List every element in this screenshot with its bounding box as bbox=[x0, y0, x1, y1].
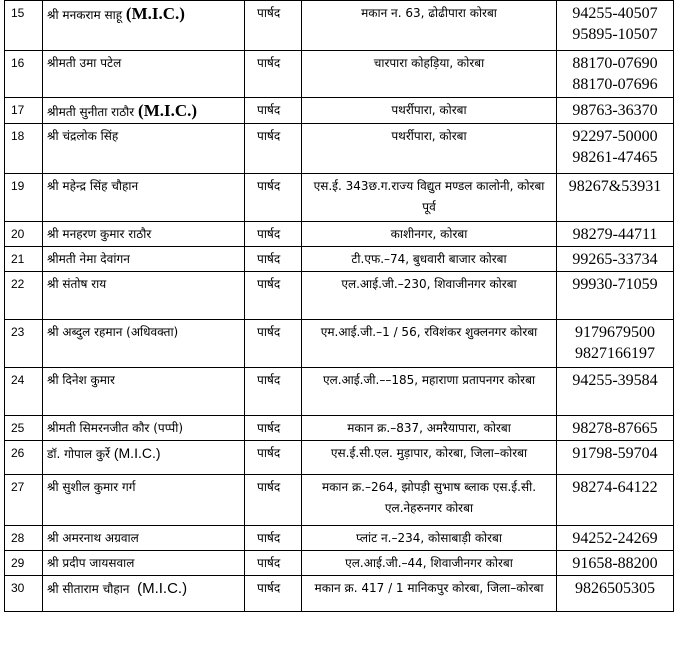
serial-number: 23 bbox=[5, 320, 43, 368]
address: एल.आई.जी.–44, शिवाजीनगर कोरबा bbox=[302, 551, 557, 576]
designation: पार्षद bbox=[245, 272, 302, 320]
table-row bbox=[5, 320, 674, 368]
phone-cell bbox=[557, 526, 674, 551]
councillor-name-cell bbox=[43, 222, 245, 247]
serial-number: 18 bbox=[5, 124, 43, 174]
serial-number: 20 bbox=[5, 222, 43, 247]
address: मकान क्र.–264, झोपड़ी सुभाष ब्लाक एस.ई.सी. एल.नेहरुनगर कोरबा bbox=[302, 475, 557, 526]
designation: पार्षद bbox=[245, 247, 302, 272]
phone-cell bbox=[557, 1, 674, 51]
address: पथर्रीपारा, कोरबा bbox=[302, 98, 557, 124]
councillor-name-cell bbox=[43, 174, 245, 222]
serial-number: 21 bbox=[5, 247, 43, 272]
phone-cell bbox=[557, 320, 674, 368]
mic-badge: (M.I.C.) bbox=[138, 101, 198, 120]
phone-number: 9827166197 bbox=[575, 345, 655, 362]
councillor-name: डॉ. गोपाल कुर्रे bbox=[47, 447, 111, 461]
phone-cell bbox=[557, 416, 674, 441]
address: प्लांट न.–234, कोसाबाड़ी कोरबा bbox=[302, 526, 557, 551]
table-row bbox=[5, 475, 674, 526]
councillor-name: श्रीमती नेमा देवांगन bbox=[47, 252, 130, 266]
designation: पार्षद bbox=[245, 441, 302, 475]
councillor-name-cell bbox=[43, 247, 245, 272]
phone-cell bbox=[557, 576, 674, 612]
councillor-table-body bbox=[5, 1, 674, 612]
phone-number: 99265-33734 bbox=[572, 251, 658, 268]
table-row bbox=[5, 222, 674, 247]
phone-number: 94252-24269 bbox=[572, 530, 658, 547]
phone-number: 91658-88200 bbox=[572, 555, 658, 572]
table-row bbox=[5, 551, 674, 576]
councillor-name-cell bbox=[43, 576, 245, 612]
mic-badge: (M.I.C.) bbox=[113, 445, 161, 461]
address: काशीनगर, कोरबा bbox=[302, 222, 557, 247]
phone-number: 94255-40507 bbox=[572, 5, 658, 22]
councillor-name: श्री अब्दुल रहमान (अधिवक्ता) bbox=[47, 325, 179, 339]
serial-number: 15 bbox=[5, 1, 43, 51]
address: एल.आई.जी.––185, महाराणा प्रतापनगर कोरबा bbox=[302, 368, 557, 416]
councillor-name: श्री मनहरण कुमार राठौर bbox=[47, 227, 152, 241]
mic-badge: (M.I.C.) bbox=[125, 4, 185, 23]
designation: पार्षद bbox=[245, 174, 302, 222]
councillor-name: श्री चंद्रलोक सिंह bbox=[47, 129, 119, 143]
serial-number: 25 bbox=[5, 416, 43, 441]
councillor-name: श्री प्रदीप जायसवाल bbox=[47, 556, 135, 570]
phone-cell bbox=[557, 51, 674, 98]
designation: पार्षद bbox=[245, 368, 302, 416]
phone-cell bbox=[557, 551, 674, 576]
councillor-name-cell bbox=[43, 272, 245, 320]
councillor-name-cell bbox=[43, 441, 245, 475]
table-row bbox=[5, 368, 674, 416]
phone-cell bbox=[557, 475, 674, 526]
phone-number: 91798-59704 bbox=[572, 445, 658, 462]
councillor-name-cell bbox=[43, 98, 245, 124]
serial-number: 17 bbox=[5, 98, 43, 124]
table-row bbox=[5, 1, 674, 51]
councillor-name-cell bbox=[43, 51, 245, 98]
address: चारपारा कोहड़िया, कोरबा bbox=[302, 51, 557, 98]
serial-number: 26 bbox=[5, 441, 43, 475]
table-row bbox=[5, 272, 674, 320]
phone-number: 88170-07696 bbox=[572, 76, 658, 93]
councillor-name-cell bbox=[43, 124, 245, 174]
serial-number: 28 bbox=[5, 526, 43, 551]
phone-number: 9826505305 bbox=[575, 580, 655, 597]
designation: पार्षद bbox=[245, 51, 302, 98]
phone-cell bbox=[557, 124, 674, 174]
designation: पार्षद bbox=[245, 222, 302, 247]
table-row bbox=[5, 174, 674, 222]
councillor-name-cell bbox=[43, 526, 245, 551]
designation: पार्षद bbox=[245, 551, 302, 576]
councillor-name-cell bbox=[43, 416, 245, 441]
designation: पार्षद bbox=[245, 98, 302, 124]
address: एल.आई.जी.–230, शिवाजीनगर कोरबा bbox=[302, 272, 557, 320]
phone-cell bbox=[557, 368, 674, 416]
designation: पार्षद bbox=[245, 1, 302, 51]
designation: पार्षद bbox=[245, 320, 302, 368]
councillor-name: श्री दिनेश कुमार bbox=[47, 373, 115, 387]
phone-cell bbox=[557, 272, 674, 320]
phone-cell bbox=[557, 174, 674, 222]
designation: पार्षद bbox=[245, 576, 302, 612]
councillor-name: श्री अमरनाथ अग्रवाल bbox=[47, 531, 139, 545]
address: पथर्रीपारा, कोरबा bbox=[302, 124, 557, 174]
councillor-name: श्री संतोष राय bbox=[47, 277, 107, 291]
table-row bbox=[5, 416, 674, 441]
phone-cell bbox=[557, 247, 674, 272]
table-row bbox=[5, 124, 674, 174]
table-row bbox=[5, 576, 674, 612]
designation: पार्षद bbox=[245, 526, 302, 551]
address: एस.ई. 343छ.ग.राज्य विद्युत मण्डल कालोनी, कोरबा पूर्व bbox=[302, 174, 557, 222]
councillor-name: श्रीमती सुनीता राठौर bbox=[47, 105, 135, 119]
address: एस.ई.सी.एल. मुड़ापार, कोरबा, जिला–कोरबा bbox=[302, 441, 557, 475]
phone-cell bbox=[557, 222, 674, 247]
councillor-name: श्री सीताराम चौहान bbox=[47, 582, 130, 596]
councillor-table bbox=[4, 0, 674, 612]
councillor-name-cell bbox=[43, 1, 245, 51]
phone-cell bbox=[557, 441, 674, 475]
address: मकान क्र. 417 / 1 मानिकपुर कोरबा, जिला–कोरबा bbox=[302, 576, 557, 612]
address: टी.एफ.–74, बुधवारी बाजार कोरबा bbox=[302, 247, 557, 272]
mic-badge: (M.I.C.) bbox=[137, 580, 188, 597]
address: मकान क्र.–837, अमरैयापारा, कोरबा bbox=[302, 416, 557, 441]
table-row bbox=[5, 526, 674, 551]
designation: पार्षद bbox=[245, 416, 302, 441]
phone-number: 92297-50000 bbox=[572, 128, 658, 145]
phone-cell bbox=[557, 98, 674, 124]
address: मकान न. 63, ढोढीपारा कोरबा bbox=[302, 1, 557, 51]
councillor-name: श्रीमती सिमरनजीत कौर (पप्पी) bbox=[47, 421, 184, 435]
councillor-name-cell bbox=[43, 320, 245, 368]
councillor-name: श्री महेन्द्र सिंह चौहान bbox=[47, 179, 139, 193]
serial-number: 19 bbox=[5, 174, 43, 222]
councillor-name-cell bbox=[43, 551, 245, 576]
phone-number: 98279-44711 bbox=[572, 226, 658, 243]
councillor-name-cell bbox=[43, 475, 245, 526]
councillor-name: श्री मनकराम साहू bbox=[47, 8, 123, 22]
phone-number: 98274-64122 bbox=[572, 479, 658, 496]
phone-number: 94255-39584 bbox=[572, 372, 658, 389]
serial-number: 16 bbox=[5, 51, 43, 98]
table-row bbox=[5, 247, 674, 272]
councillor-name: श्रीमती उमा पटेल bbox=[47, 56, 122, 70]
phone-number: 98261-47465 bbox=[572, 149, 658, 166]
serial-number: 29 bbox=[5, 551, 43, 576]
councillor-name: श्री सुशील कुमार गर्ग bbox=[47, 480, 136, 494]
designation: पार्षद bbox=[245, 475, 302, 526]
table-row bbox=[5, 98, 674, 124]
serial-number: 30 bbox=[5, 576, 43, 612]
serial-number: 27 bbox=[5, 475, 43, 526]
serial-number: 24 bbox=[5, 368, 43, 416]
address: एम.आई.जी.–1 / 56, रविशंकर शुक्लनगर कोरबा bbox=[302, 320, 557, 368]
phone-number: 95895-10507 bbox=[572, 26, 658, 43]
phone-number: 99930-71059 bbox=[572, 276, 658, 293]
councillor-name-cell bbox=[43, 368, 245, 416]
table-row bbox=[5, 51, 674, 98]
phone-number: 98278-87665 bbox=[572, 420, 658, 437]
serial-number: 22 bbox=[5, 272, 43, 320]
phone-number: 98267&53931 bbox=[568, 178, 662, 195]
phone-number: 98763-36370 bbox=[572, 102, 658, 119]
table-row bbox=[5, 441, 674, 475]
designation: पार्षद bbox=[245, 124, 302, 174]
phone-number: 9179679500 bbox=[575, 324, 655, 341]
phone-number: 88170-07690 bbox=[572, 55, 658, 72]
